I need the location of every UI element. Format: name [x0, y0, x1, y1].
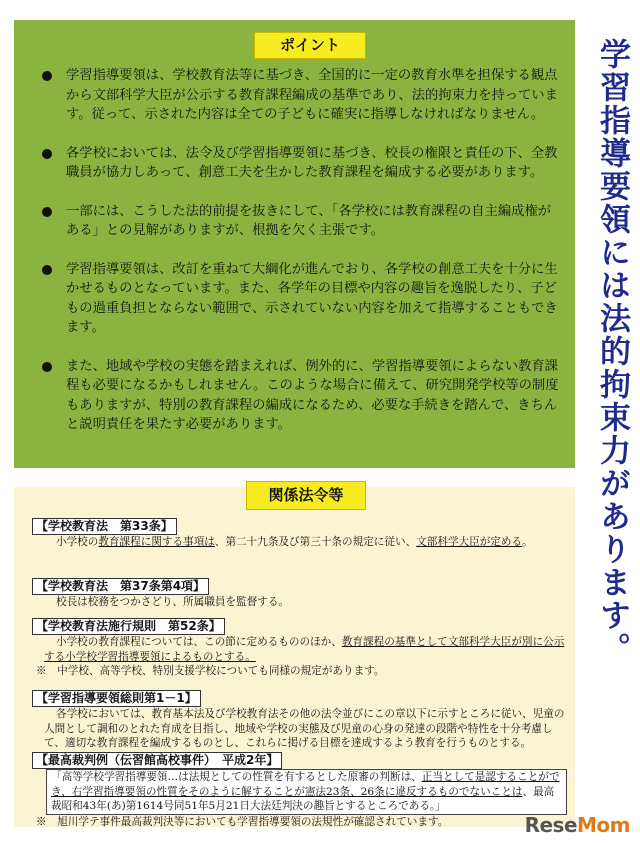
- law-panel: [14, 487, 575, 827]
- law-section-school-education-37: [32, 575, 567, 610]
- law-text: 小学校の教育課程については、この節に定めるもののほか、教育課程の基準として文部科学大臣が別に公示する小学校学習指導要領によるものとする。: [44, 636, 565, 663]
- point-text: また、地域や学校の実態を踏まえれば、例外的に、学習指導要領によらない教育課程も必要になるかもしれません。このような場合に備えて、研究開発学校等の制度もありますが、特別の教育課程の編成になるため、必要な手続きを踏んで、きちんと説明責任を果たす必要があります。: [66, 358, 559, 432]
- point-text: 学習指導要領は、改訂を重ねて大綱化が進んでおり、各学校の創意工夫を十分に生かせるものとなっています。また、各学年の目標や内容の趣旨を逸脱したり、子どもの過重負担とならない範囲で、示されていない内容を加えて指導することもできます。: [66, 261, 558, 335]
- law-heading: 【学校教育法施行規則 第52条】: [32, 618, 225, 635]
- point-text: 各学校においては、法令及び学習指導要領に基づき、校長の権限と責任の下、全教職員が協力しあって、創意工夫を生かした教育課程を編成する必要があります。: [66, 145, 558, 180]
- bullet-icon: [42, 265, 52, 275]
- law-note: ※ 中学校、高等学校、特別支援学校についても同様の規定があります。: [36, 665, 385, 677]
- law-section-supreme-court: [32, 749, 567, 829]
- court-quote: 「高等学校学習指導要領…は法規としての性質を有するとした原審の判断は、正当として是認することができ、右学習指導要領の性質をそのように解することが憲法23条、26条に違反するものでないことは、最高裁昭和43年(あ)第1614号同51年5月21日大法廷判決の趣旨とするところである。」: [46, 769, 567, 815]
- page-title: 学習指導要領には法的拘束力があります。: [594, 38, 630, 665]
- bullet-icon: [42, 207, 52, 217]
- law-heading: 【最高裁判例（伝習館高校事件） 平成2年】: [32, 752, 282, 769]
- list-item: [34, 260, 562, 338]
- law-badge: 関係法令等: [246, 481, 366, 510]
- list-item: [34, 202, 562, 241]
- point-badge: ポイント: [254, 32, 366, 59]
- bullet-icon: [42, 71, 52, 81]
- bullet-icon: [42, 149, 52, 159]
- bullet-icon: [42, 362, 52, 372]
- law-heading: 【学校教育法 第37条第4項】: [32, 578, 209, 595]
- law-text: 校長は校務をつかさどり、所属職員を監督する。: [56, 596, 290, 608]
- list-item: [34, 144, 562, 183]
- list-item: [34, 66, 562, 125]
- point-list: [34, 66, 562, 435]
- law-text: 各学校においては、教育基本法及び学校教育法その他の法令並びにこの章以下に示すところに従い、児童の人間として調和のとれた育成を目指し、地域や学校の実態及び児童の心身の発達の段階や特性を十分考慮して、適切な教育課程を編成するものとし、これらに掲げる目標を達成するよう教育を行うものとする。: [44, 708, 565, 749]
- point-text: 一部には、こうした法的前提を抜きにして、「各学校には教育課程の自主編成権がある」との見解がありますが、根拠を欠く主張です。: [66, 203, 552, 238]
- point-text: 学習指導要領は、学校教育法等に基づき、全国的に一定の教育水準を担保する観点から文部科学大臣が公示する教育課程編成の基準であり、法的拘束力を持っています。従って、示された内容は全ての子どもに確実に指導しなければなりません。: [66, 68, 558, 122]
- law-section-school-education-33: [32, 515, 567, 550]
- points-panel: [14, 20, 575, 468]
- law-text: 小学校の教育課程に関する事項は、第二十九条及び第三十条の規定に従い、文部科学大臣が定める。: [56, 536, 533, 548]
- law-heading: 【学校教育法 第33条】: [32, 518, 177, 535]
- list-item: [34, 357, 562, 435]
- law-note: ※ 旭川学テ事件最高裁判決等においても学習指導要領の法規性が確認されています。: [36, 815, 449, 828]
- law-heading: 【学習指導要領総則第1－1】: [32, 690, 201, 707]
- law-section-guidelines-1-1: [32, 687, 567, 751]
- resemom-logo: ReseMom: [524, 813, 630, 837]
- law-section-enforcement-52: [32, 615, 567, 679]
